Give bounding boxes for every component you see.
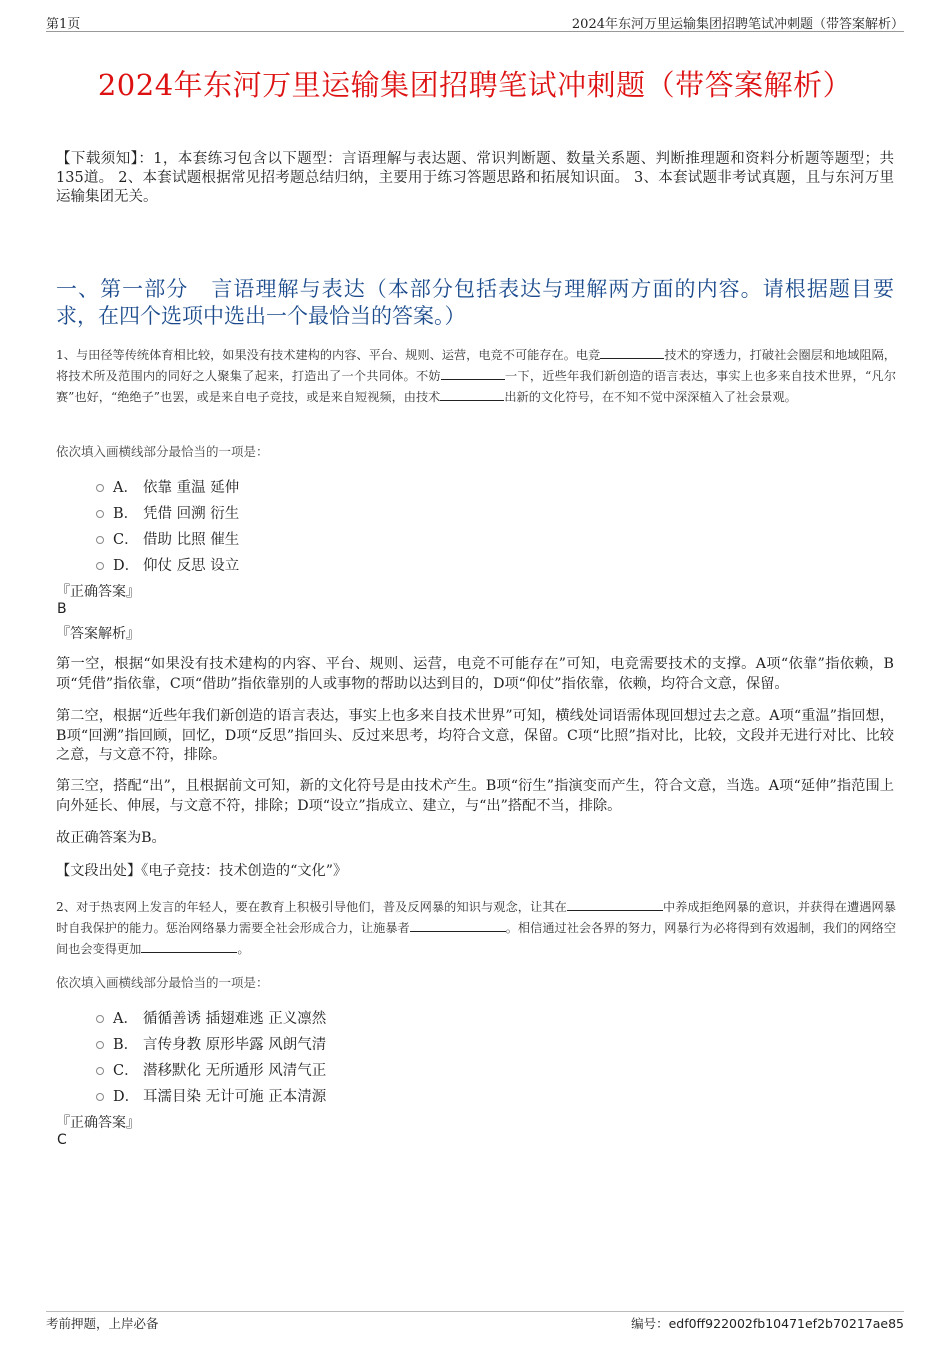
blank-line [600,346,664,359]
blank-line [440,388,504,401]
question-2-stem: 2、对于热衷网上发言的年轻人，要在教育上积极引导他们，普及反网暴的知识与观念，让其在 中养成拒绝网暴的意识，并获得在遭遇网暴时自我保护的能力。惩治网络暴力需要全社会形成合力，让施暴者 。相信通过社会各界的努力，网暴行为必将得到有效遏制，我们的网络空间也会变得更加 。 [56,900,897,956]
question-2-options [96,1004,326,1108]
header-doc-title: 2024年东河万里运输集团招聘笔试冲刺题（带答案解析） [571,17,904,32]
page-title: 2024年东河万里运输集团招聘笔试冲刺题（带答案解析） [97,68,853,103]
option-b[interactable]: B． 言传身教 原形毕露 风朗气清 [96,1030,326,1056]
analysis-label: 『答案解析』 [56,626,140,642]
radio-button-icon[interactable] [96,510,104,518]
option-c[interactable]: C． 借助 比照 催生 [96,525,239,551]
radio-button-icon[interactable] [96,536,104,544]
radio-button-icon[interactable] [96,484,104,492]
analysis-conclusion: 故正确答案为B。 [56,830,166,846]
footer-divider [46,1311,904,1312]
passage-source: 【文段出处】《电子竞技：技术创造的“文化”》 [56,863,348,879]
blank-line [567,898,663,911]
header-divider [46,31,904,32]
section-part: 一、第一部分 [56,277,189,301]
option-d[interactable]: D． 仰仗 反思 设立 [96,551,239,577]
radio-button-icon[interactable] [96,1093,104,1101]
page-number: 第1页 [46,17,81,32]
download-notice: 【下载须知】：1，本套练习包含以下题型：言语理解与表达题、常识判断题、数量关系题、判断推理题和资料分析题等题型；共135道。 2、本套试题根据常见招考题总结归纳，主要用于练习答题思路和拓展知识面。 3、本套试题非考试真题，且与东河万里运输集团无关。 [56,151,894,205]
blank-line [141,940,237,953]
correct-answer: B [57,601,67,617]
footer-slogan: 考前押题，上岸必备 [46,1316,159,1331]
blank-line [441,367,505,380]
radio-button-icon[interactable] [96,1015,104,1023]
section-description: 言语理解与表达（本部分包括表达与理解两方面的内容。请根据题目要求，在四个选项中选出一个最恰当的答案。） [56,277,895,328]
correct-answer: C [57,1132,67,1148]
blank-line [410,919,506,932]
analysis-paragraph: 第一空，根据“如果没有技术建构的内容、平台、规则、运营，电竞不可能存在”可知，电竞需要技术的支撑。A项“依靠”指依赖，B项“凭借”指依靠，C项“借助”指依靠别的人或事物的帮助以达到目的，D项“仰仗”指依靠，依赖，均符合文意，保留。 [56,656,894,692]
analysis-paragraph: 第二空，根据“近些年我们新创造的语言表达，事实上也多来自技术世界”可知，横线处词语需体现回想过去之意。A项“重温”指回想，B项“回溯”指回顾，回忆，D项“反思”指回头、反过来思考，均符合文意，保留。C项“比照”指对比，比较，文段并无进行对比、比较之意，与文意不符，排除。 [56,708,894,763]
analysis-paragraph: 第三空，搭配“出”，且根据前文可知，新的文化符号是由技术产生。B项“衍生”指演变而产生，符合文意，当选。A项“延伸”指范围上向外延长、伸展，与文意不符，排除；D项“设立”指成立、建立，与“出”搭配不当，排除。 [56,778,894,814]
radio-button-icon[interactable] [96,562,104,570]
question-1-options [96,473,239,577]
answer-label: 『正确答案』 [56,584,140,600]
footer-code: 编号：edf0ff922002fb10471ef2b70217ae85 [631,1316,904,1331]
question-1-stem: 1、与田径等传统体育相比较，如果没有技术建构的内容、平台、规则、运营，电竞不可能存在。电竞 技术的穿透力，打破社会圈层和地域阻隔，将技术所及范围内的同好之人聚集了起来，打造出了一个共同体。不妨 一下，近些年我们新创造的语言表达，事实上也多来自技术世界，“凡尔赛”也好，“绝绝子”也罢，或是来自电子竞技，或是来自短视频，由技术 出新的文化符号，在不知不觉中深深植入了社会景观。 [56,348,897,404]
answer-label: 『正确答案』 [56,1115,140,1131]
option-b[interactable]: B． 凭借 回溯 衍生 [96,499,239,525]
section-heading [56,276,894,330]
question-2-prompt: 依次填入画横线部分最恰当的一项是： [56,975,269,990]
option-a[interactable]: A． 循循善诱 插翅难逃 正义凛然 [96,1004,326,1030]
question-1-prompt: 依次填入画横线部分最恰当的一项是： [56,444,269,459]
option-c[interactable]: C． 潜移默化 无所遁形 风清气正 [96,1056,326,1082]
document-code: edf0ff922002fb10471ef2b70217ae85 [668,1316,904,1331]
option-d[interactable]: D． 耳濡目染 无计可施 正本清源 [96,1082,326,1108]
radio-button-icon[interactable] [96,1067,104,1075]
radio-button-icon[interactable] [96,1041,104,1049]
option-a[interactable]: A． 依靠 重温 延伸 [96,473,239,499]
